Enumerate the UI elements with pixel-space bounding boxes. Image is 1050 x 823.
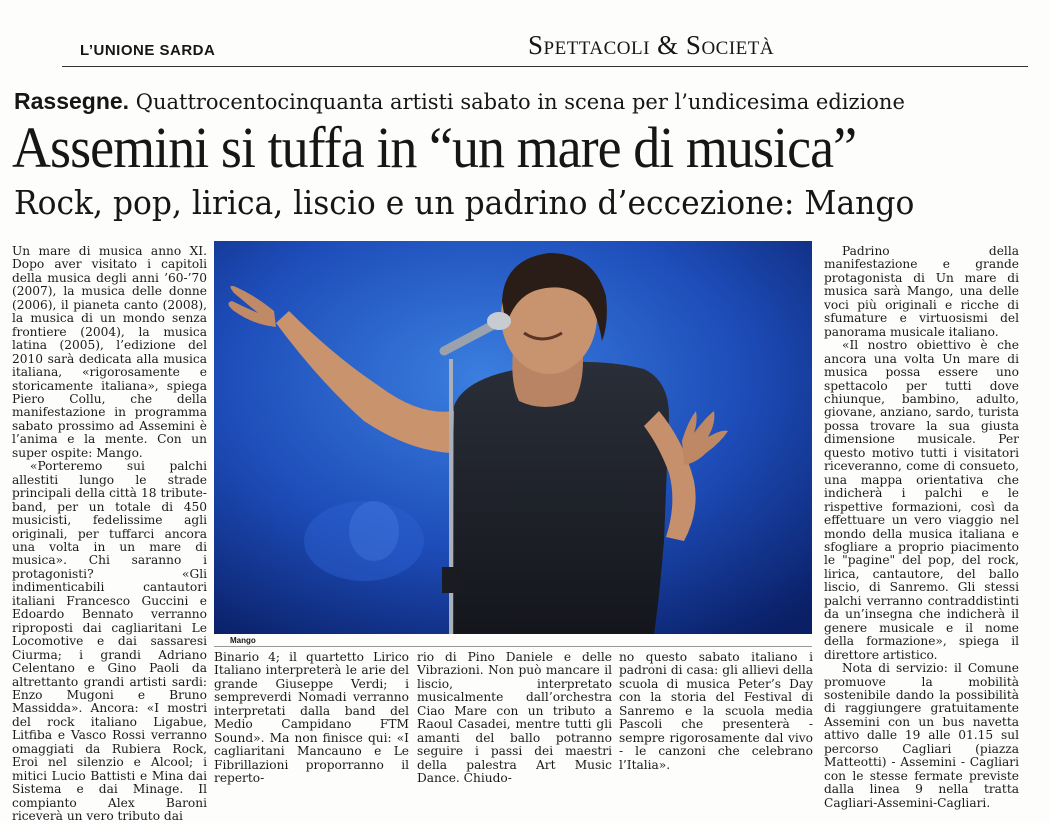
kicker-text: Quattrocentocinquanta artisti sabato in scena per l’undicesima edizione [129, 90, 905, 114]
paragraph: «Porteremo sui palchi allestiti lungo le strade principali della città 18 tribute-band, per un totale di 450 musicisti, fedelissime agli originali, per tuffarci ancora una volta in un mare di musica». Chi saranno i protagonisti? «Gli indimenticabili cantautori italiani Francesco Guccini e Edoardo Bennato verranno riproposti dai cagliaritani Le Locomotive e dai sassaresi Ciurma; i grandi Adriano Celentano e Gino Paoli da altrettanto grandi artisti sardi: Enzo Mugoni e Bruno Massidda». Ancora: «I mostri del rock italiano Ligabue, Litfiba e Vasco Rossi verranno omaggiati da Rubiera Rock, Eroi nel silenzio e Alcool; i mitici Lucio Battisti e Mina dai Sistema e dai Minage. Il compianto Alex Baroni riceverà un vero tributo dai [12, 459, 207, 823]
caption-rule [214, 646, 812, 647]
paragraph: Nota di servizio: il Comune promuove la mobilità sostenibile dando la possibilità di raggiungere gratuitamente Assemini con un bus navetta attivo dalle 19 alle 01.15 sul percorso Cagliari (piazza Matteotti) - Assemini - Cagliari con le stesse fermate previste dalla linea 9 nella tratta Cagliari-Assemini-Cagliari. [824, 661, 1019, 810]
newspaper-masthead: L’UNIONE SARDA [80, 42, 216, 59]
paragraph: Binario 4; il quartetto Lirico Italiano interpreterà le arie del grande Giuseppe Verdi; i sempreverdi Nomadi verranno interpretati dalla band del Medio Campidano FTM Sound». Ma non finisce qui: «I cagliaritani Mancauno e Le Fibrillazioni proporranno il reperto- [214, 650, 409, 786]
paragraph: Padrino della manifestazione e grande protagonista di Un mare di musica sarà Mango, una delle voci più originali e ricche di sfumature e virtuosismi del panorama musicale italiano. [824, 244, 1019, 339]
photo-caption: Mango [230, 636, 256, 645]
kicker [14, 88, 905, 115]
column-5 [824, 245, 1019, 810]
paragraph: no questo sabato italiano i padroni di casa: gli allievi della scuola di musica Peter’s Day con la storia del Festival di Sanremo e la scuola media Pascoli che presenterà - sempre rigorosamente dal vivo - le canzoni che celebrano l’Italia». [619, 650, 813, 772]
column-2 [214, 651, 409, 786]
paragraph: Un mare di musica anno XI. Dopo aver visitato i capitoli della musica degli anni ’60-’70 (2007), la musica delle donne (2006), il pianeta canto (2008), la musica di un mondo senza frontiere (2004), la musica latina (2005), l’edizione del 2010 sarà dedicata alla musica italiana, «rigorosamente e storicamente italiana», spiega Piero Collu, che della manifestazione in programma sabato prossimo ad Assemini è l’anima e la mente. Con un super ospite: Mango. [12, 244, 207, 460]
section-title: Spettacoli & Società [528, 30, 775, 60]
subheadline: Rock, pop, lirica, liscio e un padrino d’eccezione: Mango [14, 183, 915, 222]
paragraph: rio di Pino Daniele e delle Vibrazioni. Non può mancare il liscio, interpretato musicalmente dall’orchestra Ciao Mare con un tributo a Raoul Casadei, mentre tutti gli amanti del ballo potranno seguire i passi dei maestri della palestra Art Music Dance. Chiudo- [417, 650, 612, 786]
header-rule [62, 66, 1028, 67]
column-1 [12, 245, 207, 823]
photo-illustration [214, 241, 812, 634]
singer-photo [214, 241, 812, 634]
column-4 [619, 651, 813, 772]
headline: Assemini si tuffa in “un mare di musica” [12, 115, 857, 180]
kicker-label: Rassegne. [14, 88, 130, 114]
column-3 [417, 651, 612, 786]
paragraph: «Il nostro obiettivo è che ancora una volta Un mare di musica possa essere uno spettacolo per tutti dove chiunque, bambino, adulto, giovane, anziano, sardo, turista possa trovare la sua giusta dimensione musicale. Per questo motivo tutti i visitatori riceveranno, come di consueto, una mappa orientativa che indicherà i palchi e le rispettive formazioni, così da effettuare un vero viaggio nel mondo della musica italiana e sfogliare a proprio piacimento le "pagine" del pop, del rock, lirica, cantautore, del ballo liscio, di Sanremo. Gli stessi palchi verranno contraddistinti da un’insegna che indicherà il genere musicale e il nome della formazione», spiega il direttore artistico. [824, 338, 1019, 662]
